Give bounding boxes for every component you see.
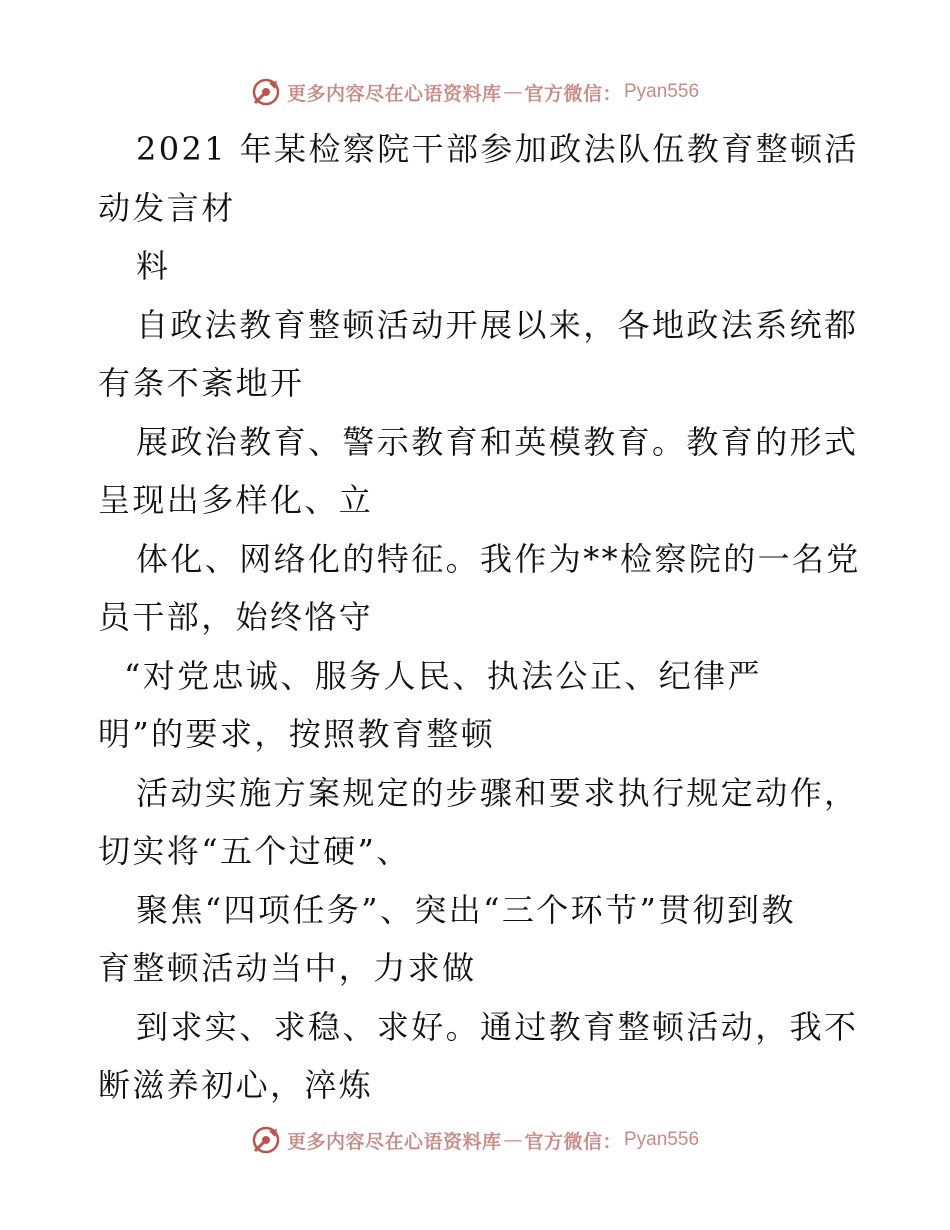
document-body bbox=[98, 120, 861, 1115]
text-line: “对党忠诚、服务人民、执法公正、纪律严 bbox=[124, 656, 762, 695]
text-line: 聚焦“四项任务”、突出“三个环节”贯彻到教 bbox=[136, 890, 796, 929]
watermark-contact: 官方微信： bbox=[524, 1130, 622, 1153]
text-line: 呈现出多样化、立 bbox=[98, 481, 374, 519]
watermark-contact: 官方微信： bbox=[524, 82, 622, 105]
footer-watermark bbox=[0, 1120, 950, 1160]
watermark-dash: — bbox=[503, 81, 523, 103]
text-line: 动发言材 bbox=[98, 188, 236, 227]
text-line: 2021 年某检察院干部参加政法队伍教育整顿活 bbox=[136, 130, 859, 168]
text-line: 自政法教育整顿活动开展以来，各地政法系统都 bbox=[136, 305, 859, 344]
text-line: 切实将“五个过硬”、 bbox=[98, 832, 411, 870]
text-line: 有条不紊地开 bbox=[98, 364, 305, 402]
text-line: 到求实、求稳、求好。通过教育整顿活动，我不 bbox=[136, 1007, 859, 1046]
header-watermark bbox=[0, 72, 950, 112]
pen-logo-icon bbox=[251, 77, 281, 107]
text-line: 体化、网络化的特征。我作为**检察院的一名党 bbox=[136, 539, 861, 578]
text-line: 断滋养初心，淬炼 bbox=[98, 1066, 374, 1104]
watermark-text: 更多内容尽在心语资料库 bbox=[286, 82, 502, 105]
text-line: 活动实施方案规定的步骤和要求执行规定动作， bbox=[136, 773, 859, 812]
watermark-text: 更多内容尽在心语资料库 bbox=[286, 1130, 502, 1153]
text-line: 展政治教育、警示教育和英模教育。教育的形式 bbox=[136, 422, 859, 461]
text-line: 育整顿活动当中，力求做 bbox=[98, 949, 477, 987]
watermark-account: Pyan556 bbox=[624, 1129, 700, 1150]
text-line: 料 bbox=[136, 247, 171, 285]
watermark-dash: — bbox=[503, 1129, 523, 1151]
text-line: 员干部，始终恪守 bbox=[98, 598, 374, 636]
watermark-account: Pyan556 bbox=[624, 81, 700, 102]
pen-logo-icon bbox=[251, 1125, 281, 1155]
text-line: 明”的要求，按照教育整顿 bbox=[98, 715, 496, 753]
